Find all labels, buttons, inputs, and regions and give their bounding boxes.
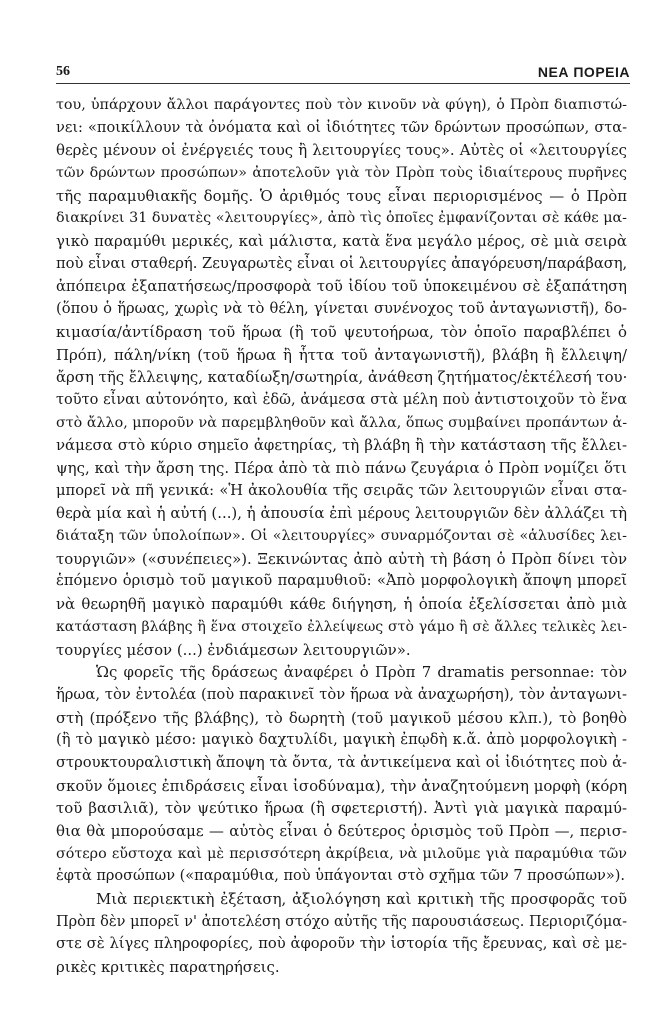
paragraph — [56, 661, 627, 888]
body-text — [56, 94, 627, 979]
text-line: κιμασία/ἀντίδραση τοῦ ἥρωα (ἢ τοῦ ψευτοήρωα, τὸν ὁποῖο παραβλέπει ὁ — [56, 322, 627, 341]
text-line: τῶν δρώντων προσώπων» ἀποτελοῦν γιὰ τὸν Πρὸπ τοὺς ἰδιαίτερους πυρῆνες — [56, 165, 627, 182]
text-line: σκοῦν ὅμοιες ἐπιδράσεις εἶναι ἰσοδύναμα), τὴν ἀναζητούμενη μορφὴ (κόρη — [56, 776, 627, 795]
text-line: στὴ (πρόξενο τῆς βλάβης), τὸ δωρητὴ (τοῦ μαγικοῦ μέσου κλπ.), τὸ βοηθὸ — [56, 708, 627, 727]
text-line: στρουκτουραλιστικὴ ἄποψη τὰ ὄντα, τὰ ἀντικείμενα καὶ οἱ ἰδιότητες ποὺ ἀ- — [56, 753, 627, 771]
text-line: μπορεῖ νὰ πῆ γενικά: «Ἡ ἀκολουθία τῆς σειρᾶς τῶν λειτουργιῶν εἶναι στα- — [56, 481, 627, 499]
text-line: γικὸ παραμύθι μερικές, καὶ μάλιστα, κατὰ ἕνα μεγάλο μέρος, σὲ μιὰ σειρὰ — [56, 232, 627, 251]
text-line: ἀπόπειρα ἐξαπατήσεως/προσφορὰ τοῦ ἰδίου τοῦ ὑποκειμένου σὲ ἐξαπάτηση — [56, 277, 627, 295]
text-line: κατάσταση βλάβης ἢ ἕνα στοιχεῖο ἐλλείψεως στὸ γάμο ἢ σὲ ἄλλες τελικὲς λει- — [56, 618, 627, 635]
text-line: Μιὰ περιεκτικὴ ἐξέταση, ἀξιολόγηση καὶ κριτικὴ τῆς προσφορᾶς τοῦ — [96, 890, 627, 909]
text-line: ἑπόμενο ὁρισμὸ τοῦ μαγικοῦ παραμυθιοῦ: «Ἀπὸ μορφολογικὴ ἄποψη μπορεῖ — [56, 572, 627, 590]
text-line: νάμεσα στὸ κύριο σημεῖο ἀφετηρίας, τὴ βλάβη ἢ τὴν κατάσταση τῆς ἔλλει- — [56, 436, 627, 455]
text-line: διακρίνει 31 δυνατὲς «λειτουργίες», ἀπὸ τὶς ὁποῖες ἐμφανίζονται σὲ κάθε μα- — [56, 210, 627, 227]
text-line: τοῦ βασιλιᾶ), τὸν ψεύτικο ἥρωα (ἢ σφετεριστή). Ἀντὶ γιὰ μαγικὰ παραμύ- — [56, 799, 627, 818]
text-line: στε σὲ λίγες πληροφορίες, ποὺ ἀφοροῦν τὴν ἱστορία τῆς ἔρευνας, καὶ σὲ με- — [56, 935, 627, 953]
text-line: τῆς παραμυθιακῆς δομῆς. Ὁ ἀριθμός τους εἶναι περιορισμένος — ὁ Πρὸπ — [56, 186, 627, 205]
page-header — [56, 60, 630, 84]
text-line: του, ὑπάρχουν ἄλλοι παράγοντες ποὺ τὸν κινοῦν νὰ φύγη), ὁ Πρὸπ διαπιστώ- — [56, 97, 627, 113]
text-line: ποὺ εἶναι σταθερή. Ζευγαρωτὲς εἶναι οἱ λειτουργίες ἀπαγόρευση/παράβαση, — [56, 254, 628, 272]
text-line: τοῦτο εἶναι αὐτονόητο, καὶ ἐδῶ, ἀνάμεσα στὰ μέλη ποὺ ἀντιστοιχοῦν τὸ ἕνα — [56, 391, 627, 408]
text-line: (ἢ τὸ μαγικὸ μέσο: μαγικὸ δαχτυλίδι, μαγικὴ ἐπῳδὴ κ.ἄ. ἀπὸ μορφολογικὴ - — [56, 731, 627, 749]
running-title: ΝΕΑ ΠΟΡΕΙΑ — [537, 64, 630, 80]
page-number: 56 — [56, 64, 70, 79]
text-line: σότερο εὔστοχα καὶ μὲ περισσότερη ἀκρίβεια, νὰ μιλοῦμε γιὰ παραμύθια τῶν — [56, 845, 627, 862]
text-line: θερὰ μία καὶ ἡ αὐτή (...), ἡ ἀπουσία ἐπὶ μέρους λειτουργιῶν δὲν ἀλλάζει τὴ — [56, 504, 627, 523]
text-line: ἑφτὰ προσώπων («παραμύθια, ποὺ ὑπάγονται στὸ σχῆμα τῶν 7 προσώπων»). — [56, 868, 625, 885]
text-line: Ὡς φορεῖς τῆς δράσεως ἀναφέρει ὁ Πρὸπ 7 dramatis personnae: τὸν — [96, 663, 627, 682]
text-line: τουργίες μέσον (...) ἐνδιάμεσων λειτουργιῶν». — [56, 640, 411, 659]
text-line: Πρὸπ δὲν μπορεῖ ν' ἀποτελέση στόχο αὐτῆς τῆς παρουσιάσεως. Περιοριζόμα- — [56, 913, 627, 930]
text-line: (ὅπου ὁ ἥρωας, χωρὶς νὰ τὸ θέλη, γίνεται συνένοχος τοῦ ἀνταγωνιστῆ), δο- — [56, 300, 627, 318]
text-line: νὰ θεωρηθῆ μαγικὸ παραμύθι κάθε διήγηση, ἡ ὁποία ἐξελίσσεται ἀπὸ μιὰ — [56, 595, 627, 614]
text-line: διάταξη τῶν ὑπολοίπων». Οἱ «λειτουργίες» συναρμόζονται σὲ «ἁλυσίδες λει- — [56, 528, 627, 545]
text-line: Πρόπ), πάλη/νίκη (τοῦ ἥρωα ἢ ἧττα τοῦ ἀνταγωνιστῆ), βλάβη ἢ ἔλλειψη/ — [56, 345, 627, 364]
text-line: στὸ ἄλλο, μποροῦν νὰ παρεμβληθοῦν καὶ ἄλλα, ὅπως συμβαίνει προπάντων ἀ- — [56, 414, 628, 431]
text-line: ἥρωα, τὸν ἐντολέα (ποὺ παρακινεῖ τὸν ἥρωα νὰ ἀναχωρήση), τὸν ἀνταγωνι- — [56, 685, 627, 703]
text-line: ψης, καὶ τὴν ἄρση της. Πέρα ἀπὸ τὰ πιὸ πάνω ζευγάρια ὁ Πρὸπ νομίζει ὅτι — [56, 459, 627, 477]
text-line: θια θὰ μπορούσαμε — αὐτὸς εἶναι ὁ δεύτερος ὁρισμὸς τοῦ Πρὸπ —, περισ- — [56, 822, 627, 840]
paragraph — [56, 94, 627, 661]
text-line: ρικὲς κριτικὲς παρατηρήσεις. — [56, 958, 280, 977]
text-line: νει: «ποικίλλουν τὰ ὀνόματα καὶ οἱ ἰδιότητες τῶν δρώντων προσώπων, στα- — [56, 119, 627, 136]
text-line: τουργιῶν» («συνέπειες»). Ξεκινώντας ἀπὸ αὐτὴ τὴ βάση ὁ Πρὸπ δίνει τὸν — [56, 549, 627, 568]
text-line: ἄρση τῆς ἔλλειψης, καταδίωξη/σωτηρία, ἀνάθεση ζητήματος/ἐκτέλεσή του· — [56, 368, 628, 387]
paragraph — [56, 888, 627, 979]
text-line: θερὲς μένουν οἱ ἐνέργειές τους ἢ λειτουργίες τους». Αὐτὲς οἱ «λειτουργίες — [56, 141, 627, 160]
